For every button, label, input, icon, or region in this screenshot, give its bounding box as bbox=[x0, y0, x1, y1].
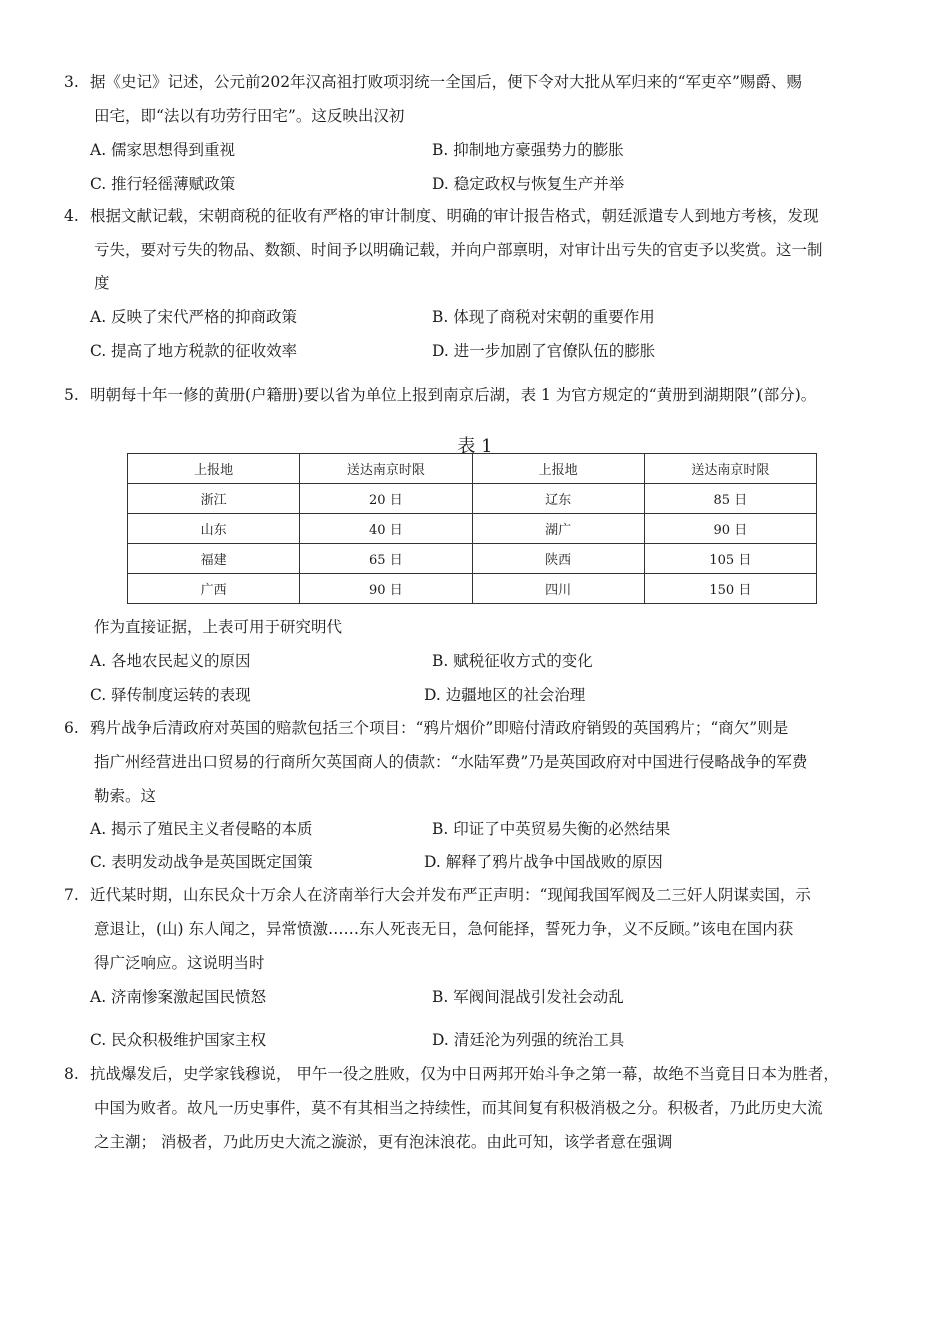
question-stem-line: 得广泛响应。这说明当时 bbox=[94, 954, 265, 972]
table-caption: 表 1 bbox=[457, 436, 493, 457]
table-row bbox=[128, 574, 817, 604]
table-cell: 广西 bbox=[128, 574, 300, 604]
option-c[interactable]: C. 驿传制度运转的表现 bbox=[90, 686, 251, 704]
table-header-cell: 上报地 bbox=[128, 454, 300, 484]
table-cell: 湖广 bbox=[472, 514, 644, 544]
question-number: 3. bbox=[64, 73, 79, 91]
option-b[interactable]: B. 军阀间混战引发社会动乱 bbox=[432, 988, 624, 1006]
question-number: 6. bbox=[64, 719, 79, 737]
deadline-table bbox=[127, 453, 817, 604]
table-cell: 福建 bbox=[128, 544, 300, 574]
option-d[interactable]: D. 清廷沦为列强的统治工具 bbox=[432, 1031, 625, 1049]
option-b[interactable]: B. 体现了商税对宋朝的重要作用 bbox=[432, 308, 655, 326]
option-a[interactable]: A. 各地农民起义的原因 bbox=[90, 652, 251, 670]
option-d[interactable]: D. 解释了鸦片战争中国战败的原因 bbox=[424, 853, 663, 871]
option-d[interactable]: D. 边疆地区的社会治理 bbox=[424, 686, 586, 704]
table-cell: 辽东 bbox=[472, 484, 644, 514]
question-stem-line: 近代某时期，山东民众十万余人在济南举行大会并发布严正声明：“现闻我国军阀及二三奸人阴谋卖国，示 bbox=[90, 886, 811, 904]
table-header-cell: 送达南京时限 bbox=[644, 454, 816, 484]
option-d[interactable]: D. 稳定政权与恢复生产并举 bbox=[432, 175, 625, 193]
table-cell: 浙江 bbox=[128, 484, 300, 514]
table-cell: 陕西 bbox=[472, 544, 644, 574]
question-stem-line: 亏失，要对亏失的物品、数额、时间予以明确记载，并向户部禀明，对审计出亏失的官吏予以奖赏。这一制 bbox=[94, 241, 823, 259]
option-a[interactable]: A. 济南惨案激起国民愤怒 bbox=[90, 988, 267, 1006]
table-cell: 90 日 bbox=[644, 514, 816, 544]
question-stem-line: 根据文献记载，宋朝商税的征收有严格的审计制度、明确的审计报告格式，朝廷派遣专人到地方考核，发现 bbox=[90, 207, 819, 225]
table-header-cell: 上报地 bbox=[472, 454, 644, 484]
table-row bbox=[128, 484, 817, 514]
table-cell: 40 日 bbox=[300, 514, 472, 544]
question-stem-line: 据《史记》记述，公元前202年汉高祖打败项羽统一全国后，便下令对大批从军归来的“军吏卒”赐爵、赐 bbox=[90, 73, 802, 91]
table-cell: 90 日 bbox=[300, 574, 472, 604]
option-a[interactable]: A. 反映了宋代严格的抑商政策 bbox=[90, 308, 298, 326]
question-stem-line: 作为直接证据，上表可用于研究明代 bbox=[94, 618, 343, 636]
question-stem-line: 明朝每十年一修的黄册(户籍册)要以省为单位上报到南京后湖，表 1 为官方规定的“黄册到湖期限”(部分)。 bbox=[90, 386, 817, 404]
option-a[interactable]: A. 儒家思想得到重视 bbox=[90, 141, 236, 159]
question-number: 7. bbox=[64, 886, 79, 904]
question-stem-line: 指广州经营进出口贸易的行商所欠英国商人的债款：“水陆军费”乃是英国政府对中国进行侵略战争的军费 bbox=[94, 753, 808, 771]
question-number: 4. bbox=[64, 207, 79, 225]
table-cell: 20 日 bbox=[300, 484, 472, 514]
question-stem-line: 田宅，即“法以有功劳行田宅”。这反映出汉初 bbox=[94, 107, 405, 125]
table-cell: 150 日 bbox=[644, 574, 816, 604]
question-number: 5. bbox=[64, 386, 79, 404]
option-b[interactable]: B. 印证了中英贸易失衡的必然结果 bbox=[432, 820, 671, 838]
option-c[interactable]: C. 推行轻徭薄赋政策 bbox=[90, 175, 236, 193]
question-stem-line: 抗战爆发后，史学家钱穆说， 甲午一役之胜败，仅为中日两邦开始斗争之第一幕，故绝不当竟目日本为胜者， bbox=[90, 1065, 839, 1083]
option-c[interactable]: C. 民众积极维护国家主权 bbox=[90, 1031, 267, 1049]
option-b[interactable]: B. 赋税征收方式的变化 bbox=[432, 652, 593, 670]
table-cell: 105 日 bbox=[644, 544, 816, 574]
option-b[interactable]: B. 抑制地方豪强势力的膨胀 bbox=[432, 141, 624, 159]
table-row bbox=[128, 544, 817, 574]
question-stem-line: 度 bbox=[94, 274, 110, 292]
table-cell: 山东 bbox=[128, 514, 300, 544]
table-header-cell: 送达南京时限 bbox=[300, 454, 472, 484]
question-stem-line: 中国为败者。故凡一历史事件，莫不有其相当之持续性，而其间复有积极消极之分。积极者，乃此历史大流 bbox=[94, 1099, 823, 1117]
table-header-row bbox=[128, 454, 817, 484]
question-number: 8. bbox=[64, 1065, 79, 1083]
question-stem-line: 意退让，(山) 东人闻之，异常愤激……东人死丧无日，急何能择，誓死力争，义不反顾。”该电在国内获 bbox=[94, 920, 794, 938]
table-row bbox=[128, 514, 817, 544]
table-cell: 四川 bbox=[472, 574, 644, 604]
option-c[interactable]: C. 提高了地方税款的征收效率 bbox=[90, 342, 298, 360]
question-stem-line: 之主潮； 消极者，乃此历史大流之漩淤，更有泡沫浪花。由此可知，该学者意在强调 bbox=[94, 1133, 673, 1151]
table-cell: 65 日 bbox=[300, 544, 472, 574]
question-stem-line: 鸦片战争后清政府对英国的赔款包括三个项目：“鸦片烟价”即赔付清政府销毁的英国鸦片；“商欠”则是 bbox=[90, 719, 789, 737]
option-c[interactable]: C. 表明发动战争是英国既定国策 bbox=[90, 853, 313, 871]
option-a[interactable]: A. 揭示了殖民主义者侵略的本质 bbox=[90, 820, 313, 838]
question-stem-line: 勒索。这 bbox=[94, 787, 157, 805]
option-d[interactable]: D. 进一步加剧了官僚队伍的膨胀 bbox=[432, 342, 656, 360]
table-cell: 85 日 bbox=[644, 484, 816, 514]
